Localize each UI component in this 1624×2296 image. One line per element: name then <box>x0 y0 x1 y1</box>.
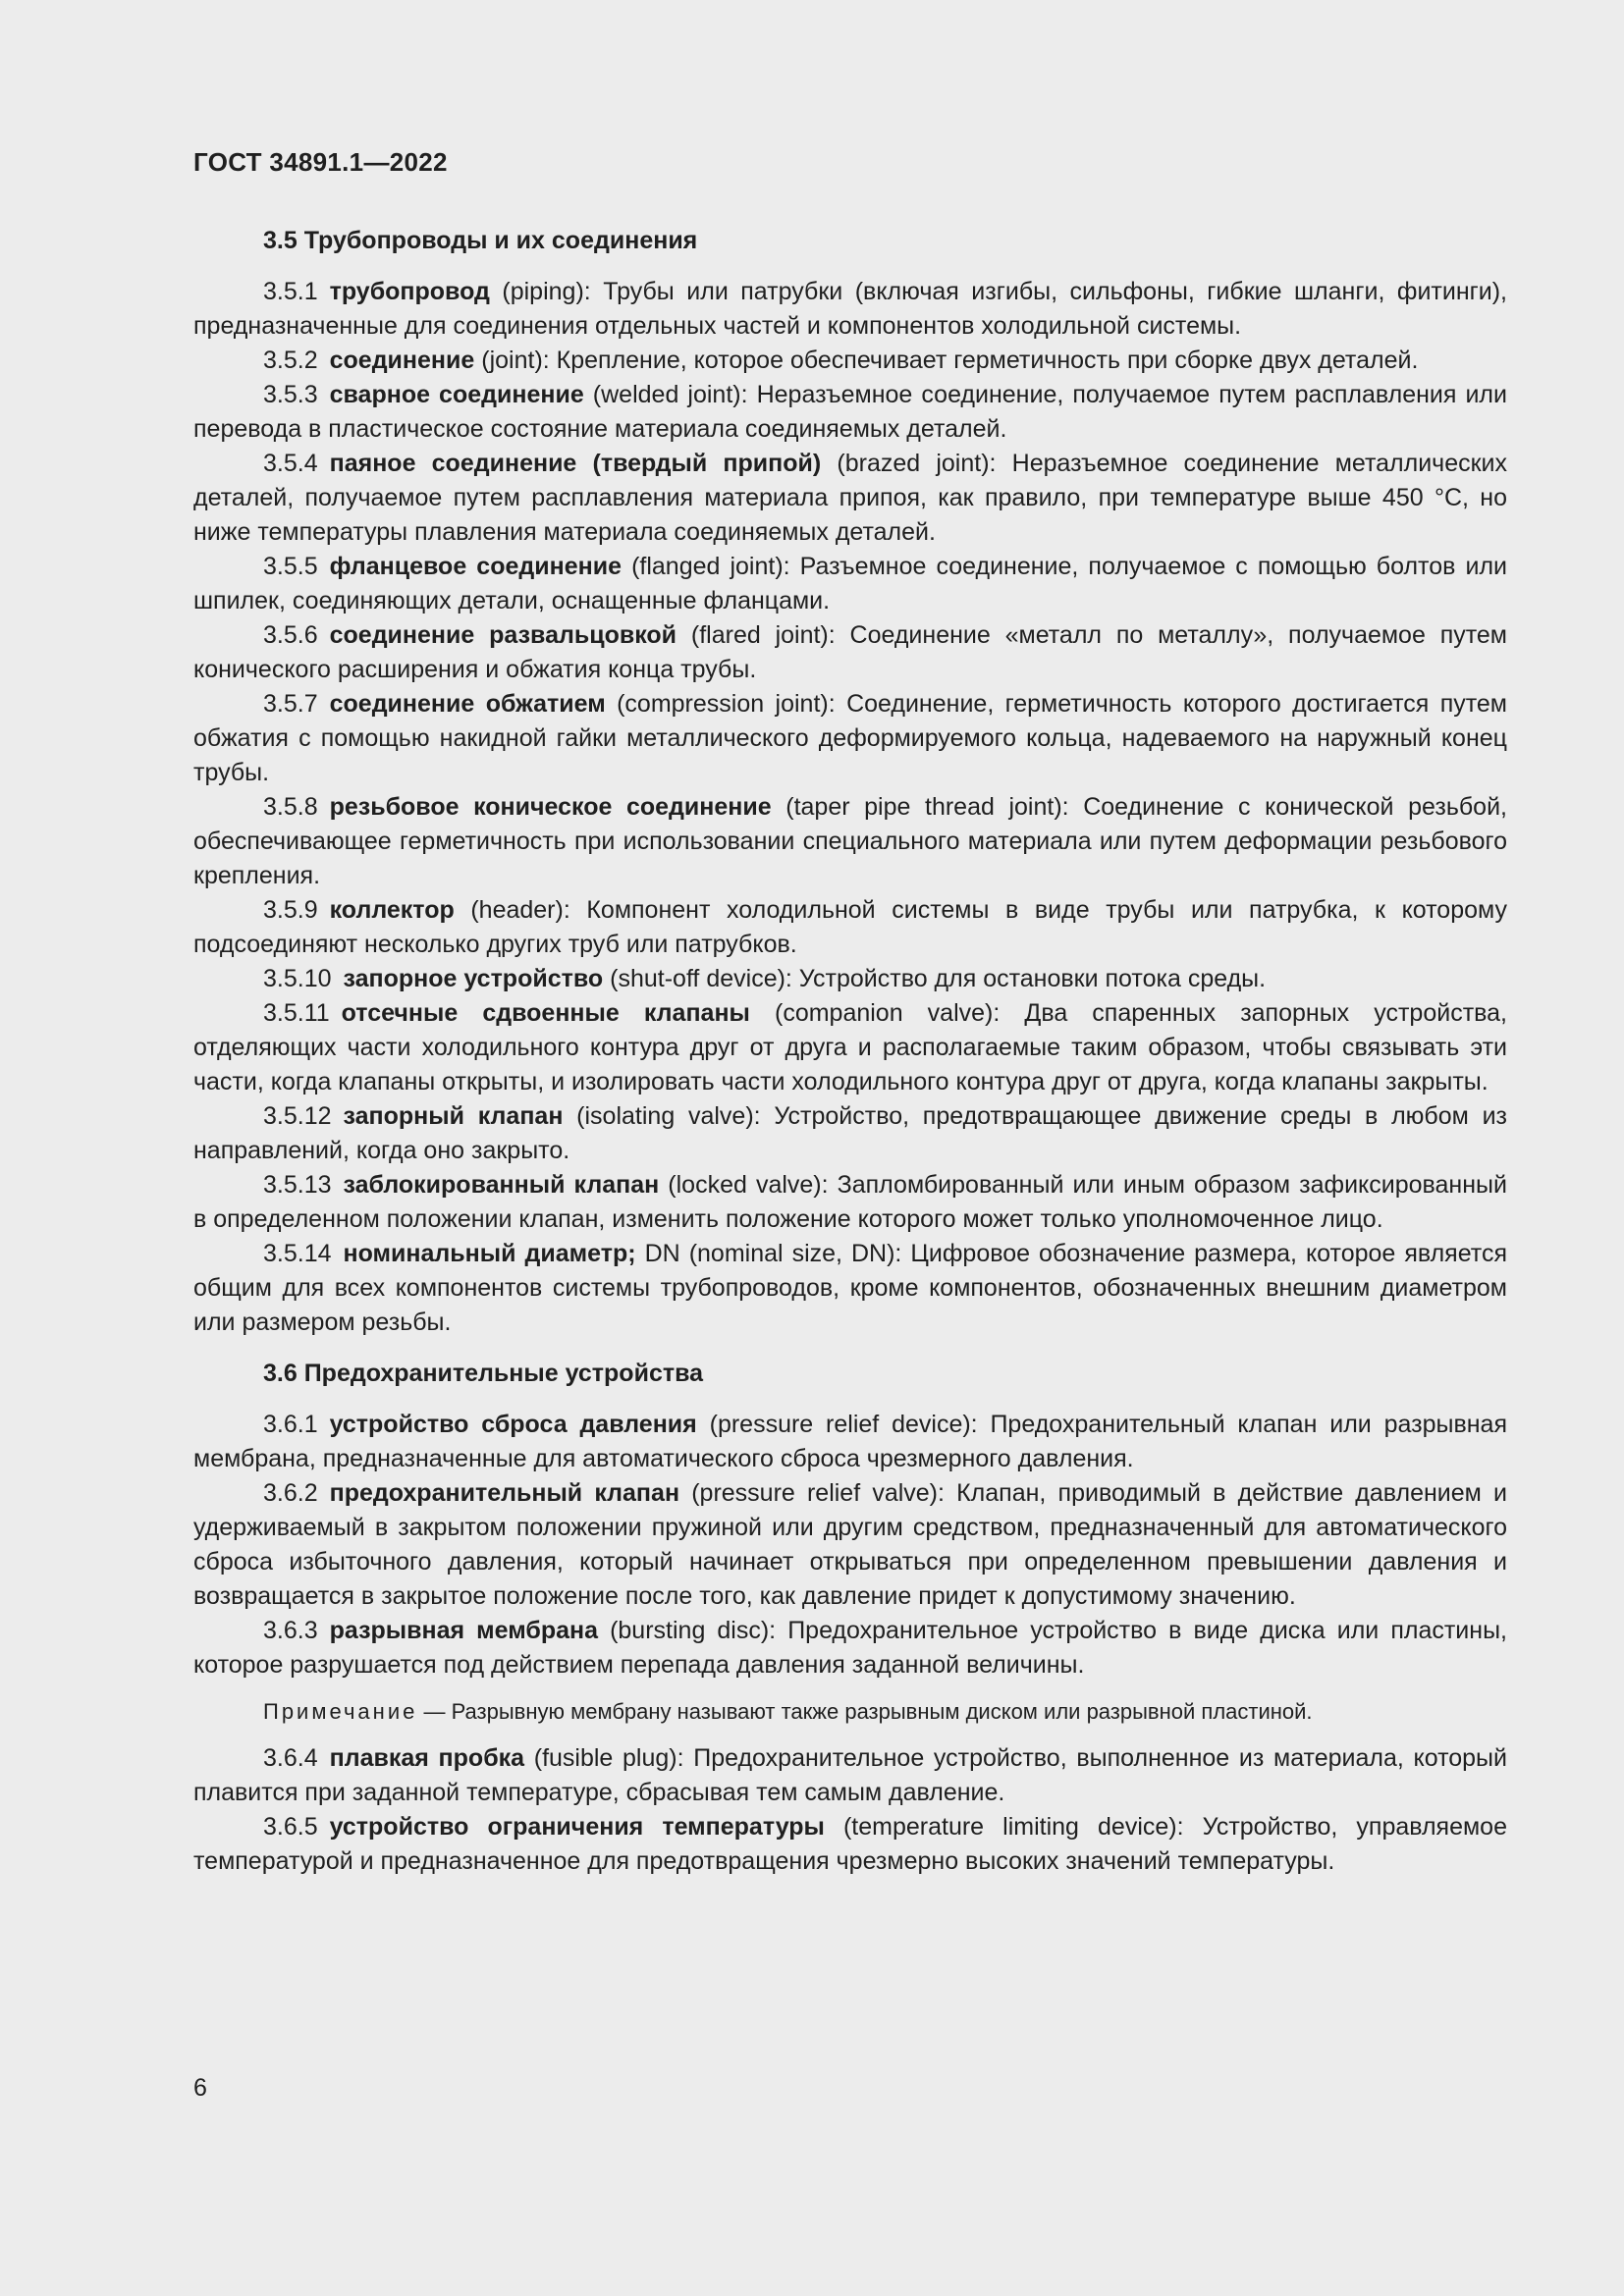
note <box>193 1696 1507 1728</box>
entry-number: 3.6.5 <box>263 1813 318 1841</box>
entry-number: 3.5.13 <box>263 1171 332 1199</box>
entry-term: резьбовое коническое соединение <box>329 793 772 821</box>
entry-definition: (shut-off device): Устройство для остановки потока среды. <box>603 965 1267 992</box>
entry-number: 3.6.4 <box>263 1744 318 1772</box>
term-entry <box>193 378 1507 447</box>
entry-definition: (pressure relief valve): Клапан, приводимый в действие давлением и удерживаемый в закрытом положении пружиной или другим средством, предназначенный для автоматического сброса избыточного давления, который начинает открываться при определенном превышении давления и возвращается в закрытое положение после того, как давление придет к допустимому значению. <box>193 1479 1507 1610</box>
entry-term: устройство сброса давления <box>329 1411 697 1438</box>
entry-term: трубопровод <box>329 278 490 305</box>
entry-number: 3.5.5 <box>263 553 318 580</box>
term-entry <box>193 447 1507 550</box>
entry-number: 3.6.2 <box>263 1479 318 1507</box>
term-entry <box>193 550 1507 618</box>
term-entry <box>193 1237 1507 1340</box>
term-entry <box>193 275 1507 344</box>
entry-term: отсечные сдвоенные клапаны <box>341 999 750 1027</box>
term-entry <box>193 1099 1507 1168</box>
note-text: — Разрывную мембрану называют также разрывным диском или разрывной пластиной. <box>417 1699 1313 1724</box>
term-entry <box>193 790 1507 893</box>
entry-definition: (temperature limiting device): Устройство, управляемое температурой и предназначенное для предотвращения чрезмерно высоких значений температуры. <box>193 1813 1507 1875</box>
entry-definition: (header): Компонент холодильной системы в виде трубы или патрубка, к которому подсоединяют несколько других труб или патрубков. <box>193 896 1507 958</box>
entry-term: паяное соединение (твердый припой) <box>329 450 822 477</box>
entry-number: 3.5.6 <box>263 621 318 649</box>
document-id-header: ГОСТ 34891.1—2022 <box>193 147 448 177</box>
term-entry <box>193 1476 1507 1614</box>
entry-definition: (flared joint): Соединение «металл по металлу», получаемое путем конического расширения и обжатия конца трубы. <box>193 621 1507 683</box>
term-entry <box>193 996 1507 1099</box>
entry-number: 3.5.2 <box>263 347 318 374</box>
entry-term: устройство ограничения температуры <box>329 1813 825 1841</box>
entry-number: 3.5.9 <box>263 896 318 924</box>
entry-number: 3.5.1 <box>263 278 318 305</box>
entry-definition: (pressure relief device): Предохранительный клапан или разрывная мембрана, предназначенные для автоматического сброса чрезмерного давления. <box>193 1411 1507 1472</box>
note-label: Примечание <box>263 1699 418 1724</box>
entry-term: заблокированный клапан <box>343 1171 660 1199</box>
entry-number: 3.5.10 <box>263 965 332 992</box>
entry-definition: (brazed joint): Неразъемное соединение металлических деталей, получаемое путем расплавления материала припоя, как правило, при температуре выше 450 °С, но ниже температуры плавления материала соединяемых деталей. <box>193 450 1507 546</box>
entry-term: сварное соединение <box>329 381 584 408</box>
term-entry <box>193 1614 1507 1682</box>
entry-term: соединение обжатием <box>329 690 606 718</box>
entry-number: 3.5.4 <box>263 450 318 477</box>
entry-number: 3.5.8 <box>263 793 318 821</box>
term-entry <box>193 344 1507 378</box>
entry-term: запорное устройство <box>343 965 604 992</box>
term-entry <box>193 962 1507 996</box>
entry-definition: (bursting disc): Предохранительное устройство в виде диска или пластины, которое разрушается под действием перепада давления заданной величины. <box>193 1617 1507 1679</box>
entry-definition: (fusible plug): Предохранительное устройство, выполненное из материала, который плавится при заданной температуре, сбрасывая тем самым давление. <box>193 1744 1507 1806</box>
term-entry <box>193 618 1507 687</box>
entry-number: 3.6.1 <box>263 1411 318 1438</box>
entry-definition: (isolating valve): Устройство, предотвращающее движение среды в любом из направлений, когда оно закрыто. <box>193 1102 1507 1164</box>
entry-term: плавкая пробка <box>329 1744 525 1772</box>
entry-definition: (flanged joint): Разъемное соединение, получаемое с помощью болтов или шпилек, соединяющих детали, оснащенные фланцами. <box>193 553 1507 614</box>
entry-term: фланцевое соединение <box>329 553 622 580</box>
entry-number: 3.5.12 <box>263 1102 332 1130</box>
entry-definition: (welded joint): Неразъемное соединение, получаемое путем расплавления или перевода в пластическое состояние материала соединяемых деталей. <box>193 381 1507 443</box>
entry-term: номинальный диаметр; <box>343 1240 636 1267</box>
entry-definition: (compression joint): Соединение, герметичность которого достигается путем обжатия с помощью накидной гайки металлического деформируемого кольца, надеваемого на наружный конец трубы. <box>193 690 1507 786</box>
term-entry <box>193 1741 1507 1810</box>
entry-number: 3.5.11 <box>263 999 330 1027</box>
entry-definition: (locked valve): Запломбированный или иным образом зафиксированный в определенном положении клапан, изменить положение которого может только уполномоченное лицо. <box>193 1171 1507 1233</box>
document-body <box>193 224 1507 1879</box>
entry-number: 3.5.7 <box>263 690 318 718</box>
entry-definition: (joint): Крепление, которое обеспечивает герметичность при сборке двух деталей. <box>474 347 1419 374</box>
term-entry <box>193 1168 1507 1237</box>
section-heading-3-6: 3.6 Предохранительные устройства <box>263 1360 704 1387</box>
entry-definition: (piping): Трубы или патрубки (включая изгибы, сильфоны, гибкие шланги, фитинги), предназначенные для соединения отдельных частей и компонентов холодильной системы. <box>193 278 1507 340</box>
entry-number: 3.6.3 <box>263 1617 318 1644</box>
term-entry <box>193 1810 1507 1879</box>
entry-term: запорный клапан <box>343 1102 564 1130</box>
term-entry <box>193 1408 1507 1476</box>
entry-number: 3.5.14 <box>263 1240 332 1267</box>
term-entry <box>193 893 1507 962</box>
entry-number: 3.5.3 <box>263 381 318 408</box>
entry-definition: (taper pipe thread joint): Соединение с конической резьбой, обеспечивающее герметичность при использовании специального материала или путем деформации резьбового крепления. <box>193 793 1507 889</box>
entry-definition: (companion valve): Два спаренных запорных устройства, отделяющих части холодильного контура друг от друга и располагаемые таким образом, чтобы связывать эти части, когда клапаны открыты, и изолировать части холодильного контура друг от друга, когда клапаны закрыты. <box>193 999 1507 1095</box>
entry-term: соединение развальцовкой <box>329 621 677 649</box>
section-heading-3-5: 3.5 Трубопроводы и их соединения <box>263 227 698 254</box>
entry-term: соединение <box>329 347 475 374</box>
page-number: 6 <box>193 2074 207 2102</box>
entry-term: коллектор <box>329 896 455 924</box>
entry-term: разрывная мембрана <box>329 1617 599 1644</box>
term-entry <box>193 687 1507 790</box>
entry-term: предохранительный клапан <box>329 1479 680 1507</box>
entry-definition: DN (nominal size, DN): Цифровое обозначение размера, которое является общим для всех компонентов системы трубопроводов, кроме компонентов, обозначенных внешним диаметром или размером резьбы. <box>193 1240 1507 1336</box>
